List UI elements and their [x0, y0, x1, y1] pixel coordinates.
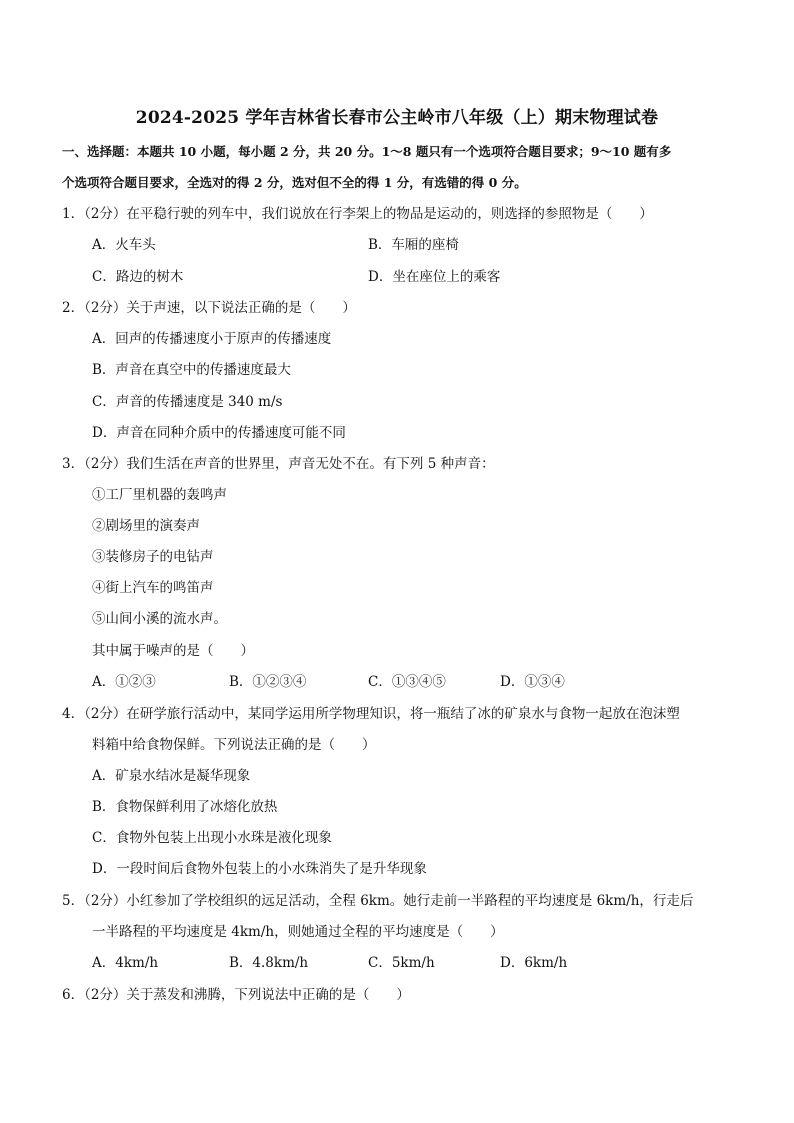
section-instructions-line1: 一、选择题：本题共 10 小题，每小题 2 分，共 20 分。1～8 题只有一个选项符合题目要求；9～10 题有多 [62, 144, 672, 159]
question-3-item-5: ⑤山间小溪的流水声。 [92, 611, 227, 627]
question-1-option-d: D．坐在座位上的乘客 [368, 269, 501, 285]
question-5-stem-line1: 5．（2分）小红参加了学校组织的远足活动，全程 6km。她行走前一半路程的平均速度是 6km/h，行走后 [62, 893, 694, 909]
question-5-option-c: C．5km/h [368, 955, 435, 971]
question-1-option-c: C．路边的树木 [92, 269, 184, 285]
question-3-item-2: ②剧场里的演奏声 [92, 518, 200, 534]
question-3-item-4: ④街上汽车的鸣笛声 [92, 580, 214, 596]
question-3-stem: 3．（2分）我们生活在声音的世界里，声音无处不在。有下列 5 种声音： [62, 456, 495, 472]
question-2-option-d: D．声音在同种介质中的传播速度可能不同 [92, 425, 346, 441]
question-2-stem: 2．（2分）关于声速，以下说法正确的是（ ） [62, 300, 356, 316]
question-3-item-1: ①工厂里机器的轰鸣声 [92, 487, 227, 503]
question-3-option-d: D．①③④ [500, 674, 565, 690]
question-4-option-b: B．食物保鲜利用了冰熔化放热 [92, 799, 278, 815]
question-4-option-c: C．食物外包装上出现小水珠是液化现象 [92, 830, 332, 846]
page-title: 2024-2025 学年吉林省长春市公主岭市八年级（上）期末物理试卷 [135, 108, 659, 128]
question-1-stem: 1．（2分）在平稳行驶的列车中，我们说放在行李架上的物品是运动的，则选择的参照物是（ ） [62, 206, 653, 222]
question-1-option-b: B．车厢的座椅 [368, 237, 459, 253]
question-5-option-b: B．4.8km/h [229, 955, 309, 971]
question-3-item-3: ③装修房子的电钻声 [92, 549, 214, 565]
question-3-ask: 其中属于噪声的是（ ） [92, 643, 254, 659]
section-instructions-line2: 个选项符合题目要求，全选对的得 2 分，选对但不全的得 1 分，有选错的得 0 分。 [62, 175, 527, 190]
question-4-option-a: A．矿泉水结冰是凝华现象 [92, 768, 251, 784]
question-5-stem-line2: 一半路程的平均速度是 4km/h，则她通过全程的平均速度是（ ） [92, 924, 504, 940]
question-3-option-a: A．①②③ [92, 674, 156, 690]
question-5-option-a: A．4km/h [92, 955, 159, 971]
question-5-option-d: D．6km/h [500, 955, 568, 971]
question-2-option-c: C．声音的传播速度是 340 m/s [92, 394, 283, 410]
question-4-stem-line2: 料箱中给食物保鲜。下列说法正确的是（ ） [92, 737, 376, 753]
question-3-option-b: B．①②③④ [229, 674, 307, 690]
question-2-option-b: B．声音在真空中的传播速度最大 [92, 362, 291, 378]
question-2-option-a: A．回声的传播速度小于原声的传播速度 [92, 331, 332, 347]
question-3-option-c: C．①③④⑤ [368, 674, 446, 690]
question-4-option-d: D．一段时间后食物外包装上的小水珠消失了是升华现象 [92, 861, 427, 877]
question-6-stem: 6．（2分）关于蒸发和沸腾，下列说法中正确的是（ ） [62, 987, 410, 1003]
question-1-option-a: A．火车头 [92, 237, 156, 253]
question-4-stem-line1: 4．（2分）在研学旅行活动中，某同学运用所学物理知识，将一瓶结了冰的矿泉水与食物一起放在泡沫塑 [62, 706, 680, 722]
